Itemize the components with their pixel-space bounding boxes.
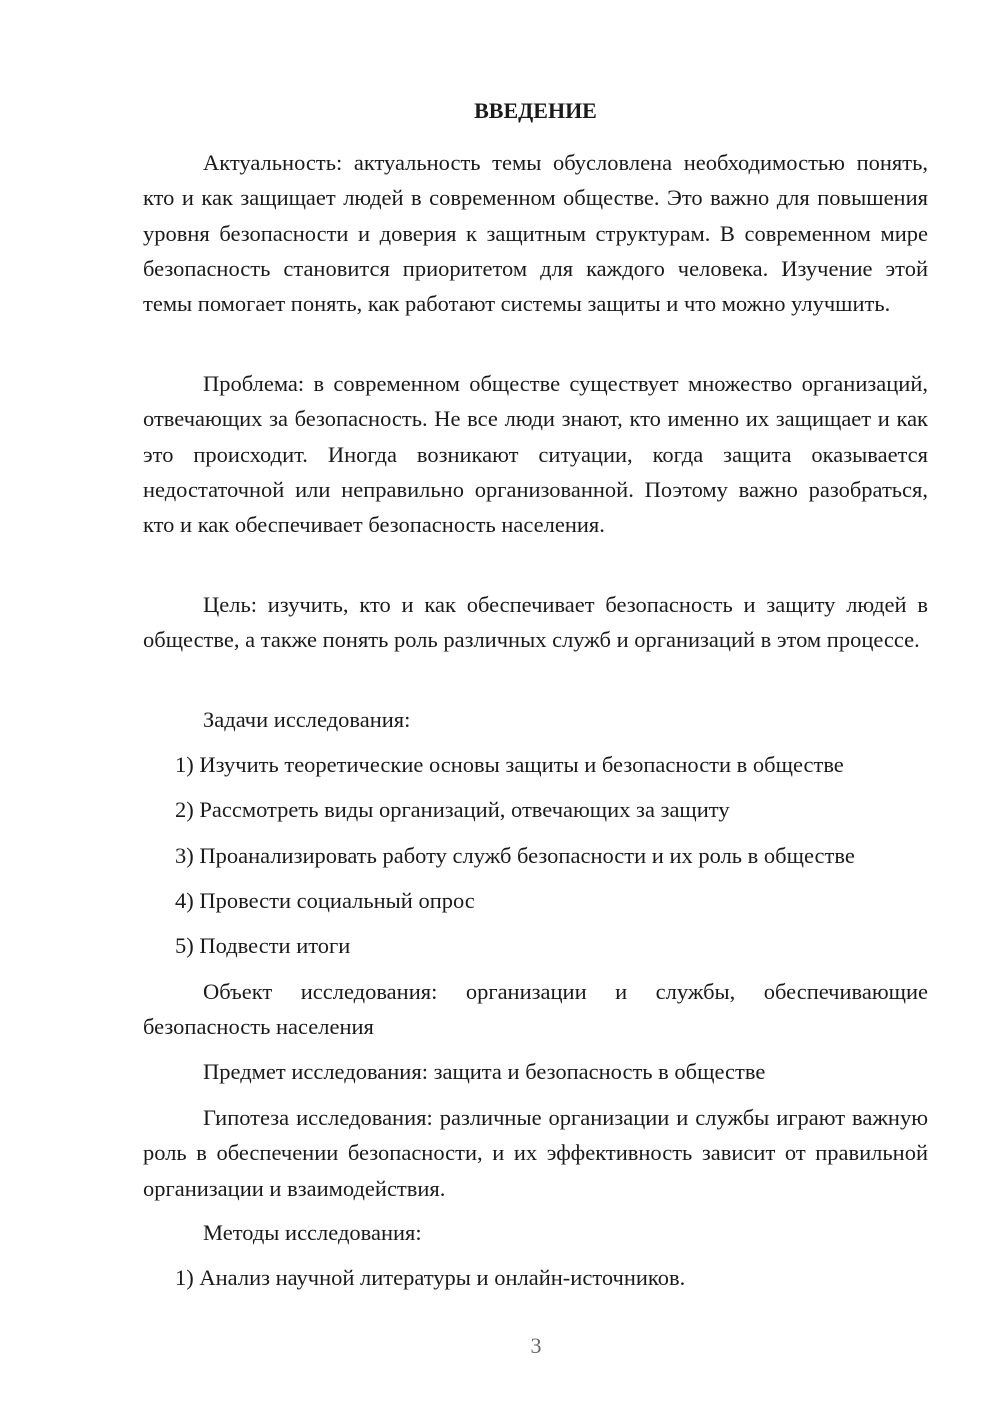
- section-title: ВВЕДЕНИЕ: [474, 98, 597, 123]
- task-item: 1) Изучить теоретические основы защиты и безопасности в обществе: [175, 752, 844, 777]
- page-number: 3: [530, 1333, 542, 1358]
- relevance-paragraph: Актуальность: актуальность темы обусловлена необходимостью понять, кто и как защищает людей в современном обществе. Это важно для повышения уровня безопасности и доверия к защитным структурам. В современном мире безопасность становится приоритетом для каждого человека. Изучение этой темы помогает понять, как работают системы защиты и что можно улучшить.: [143, 150, 928, 317]
- task-item: 4) Провести социальный опрос: [175, 888, 475, 913]
- task-item: 3) Проанализировать работу служб безопасности и их роль в обществе: [175, 843, 855, 868]
- methods-heading: Методы исследования:: [203, 1220, 422, 1245]
- tasks-heading: Задачи исследования:: [203, 707, 411, 732]
- subject-paragraph: Предмет исследования: защита и безопасность в обществе: [203, 1059, 766, 1084]
- hypothesis-paragraph: Гипотеза исследования: различные организации и службы играют важную роль в обеспечении безопасности, и их эффективность зависит от правильной организации и взаимодействия.: [143, 1105, 928, 1201]
- goal-paragraph: Цель: изучить, кто и как обеспечивает безопасность и защиту людей в обществе, а также понять роль различных служб и организаций в этом процессе.: [143, 592, 928, 653]
- task-item: 2) Рассмотреть виды организаций, отвечающих за защиту: [175, 797, 730, 822]
- object-paragraph: Объект исследования: организации и службы, обеспечивающие безопасность населения: [143, 979, 928, 1040]
- task-item: 5) Подвести итоги: [175, 933, 351, 958]
- method-item: 1) Анализ научной литературы и онлайн-источников.: [175, 1265, 686, 1290]
- problem-paragraph: Проблема: в современном обществе существует множество организаций, отвечающих за безопасность. Не все люди знают, кто именно их защищает и как это происходит. Иногда возникают ситуации, когда защита оказывается недостаточной или неправильно организованной. Поэтому важно разобраться, кто и как обеспечивает безопасность населения.: [143, 371, 928, 538]
